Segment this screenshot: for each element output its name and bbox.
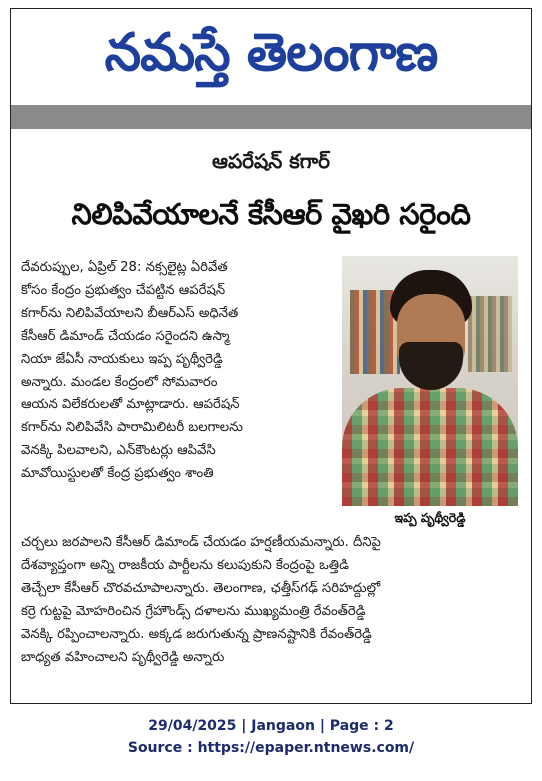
- article-body-column: [21, 257, 339, 486]
- body-line: దేశవ్యాప్తంగా అన్ని రాజకీయ పార్టీలను కలుపుకుని కేంద్రంపై ఒత్తిడి: [21, 557, 349, 573]
- body-line: మావోయిస్టులతో కేంద్ర ప్రభుత్వం శాంతి: [21, 466, 214, 482]
- masthead-title: నమస్తే తెలంగాణ: [104, 23, 438, 83]
- body-line: వెనక్కి రప్పించాలన్నారు. అక్కడ జరుగుతున్న ప్రాణనష్టానికి రేవంత్‌రెడ్డి: [21, 626, 372, 642]
- body-line: కర్రె గుట్టపై మోహరించిన గ్రేహౌండ్స్ దళాలను ముఖ్యమంత్రి రేవంత్‌రెడ్డి: [21, 603, 366, 619]
- body-line: చర్చలు జరపాలని కేసీఆర్ డిమాండ్ చేయడం హర్షణీయమన్నారు. దీనిపై: [21, 535, 381, 550]
- article-body-full-width: [21, 532, 521, 669]
- body-line: కగార్‌ను నిలిపివేసి పారామిలిటరీ బలగాలను: [21, 420, 243, 436]
- newspaper-clipping: [10, 8, 532, 704]
- body-line: కేసీఆర్ డిమాండ్ చేయడం సరైందని ఉస్మా: [21, 328, 230, 344]
- body-line: బాధ్యత వహించాలని పృథ్వీరెడ్డి అన్నారు: [21, 649, 225, 665]
- body-line: ఆయన విలేకరులతో మాట్లాడారు. ఆపరేషన్: [21, 397, 240, 413]
- body-line: కోసం కేంద్రం ప్రభుత్వం చేపట్టిన ఆపరేషన్: [21, 282, 226, 298]
- photo-caption: ఇప్ప పృథ్వీరెడ్డి: [342, 506, 518, 530]
- masthead-divider-band: [11, 105, 531, 129]
- body-line: అన్నారు. మండల కేంద్రంలో సోమవారం: [21, 374, 218, 390]
- body-line: తెచ్చేలా కేసీఆర్ చొరవచూపాలన్నారు. తెలంగాణ, ఛత్తీస్‌గఢ్ సరిహద్దుల్లో: [21, 580, 381, 596]
- article-headline: నిలిపివేయాలనే కేసీఆర్ వైఖరి సరైంది: [71, 197, 471, 231]
- body-line: దేవరుప్పుల, ఏప్రిల్ 28: నక్సలైట్ల ఏరివేత: [21, 260, 228, 275]
- masthead: [11, 9, 531, 95]
- body-line: వెనక్కి పిలవాలని, ఎన్‌కౌంటర్లు ఆపివేసి: [21, 443, 216, 459]
- body-line: కగార్‌ను నిలిపివేయాలని బీఆర్‌ఎస్ అధినేత: [21, 305, 239, 321]
- footer-date-edition: 29/04/2025 | Jangaon | Page : 2: [148, 718, 394, 734]
- reporter-photo: [342, 256, 518, 506]
- article-kicker: ఆపరేషన్ కగార్: [211, 149, 331, 173]
- footer-source: Source : https://epaper.ntnews.com/: [127, 740, 415, 756]
- body-line: నియా జేఏసీ నాయకులు ఇప్ప పృథ్వీరెడ్డి: [21, 351, 223, 367]
